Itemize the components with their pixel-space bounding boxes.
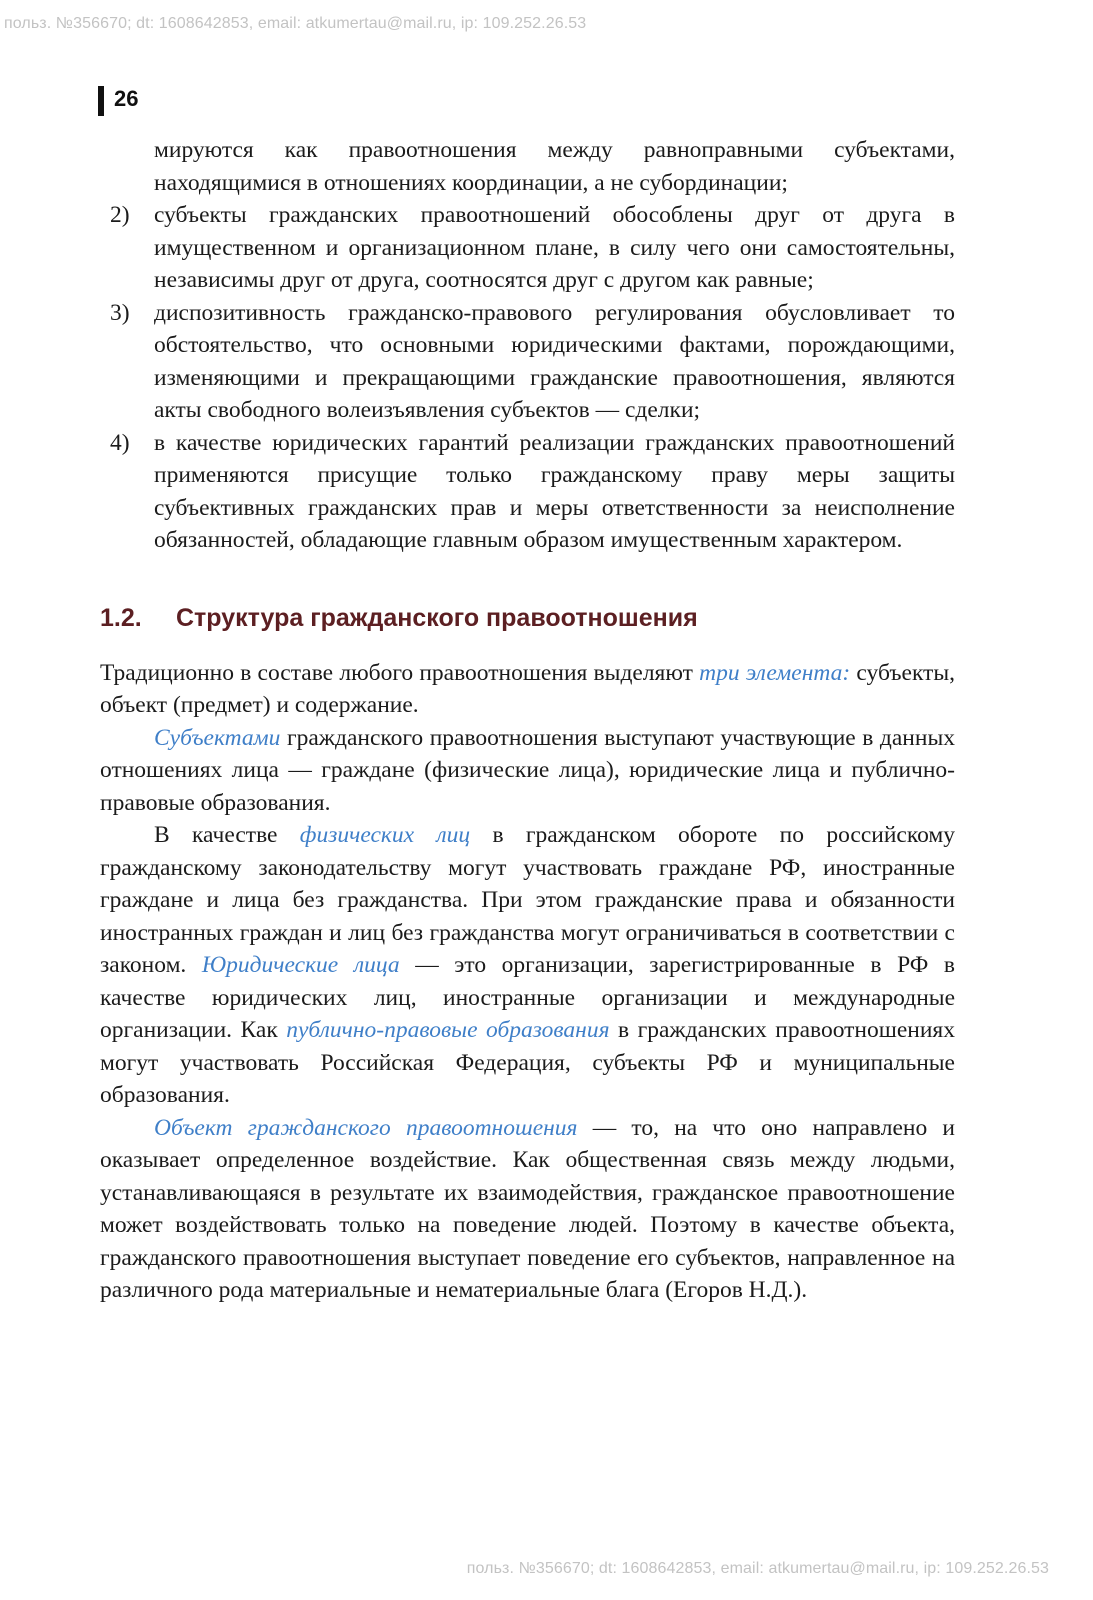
paragraph-elements xyxy=(100,657,955,722)
list-item xyxy=(100,199,955,297)
paragraph-text: Традиционно в составе любого правоотношения выделяют xyxy=(100,659,700,686)
watermark-top: польз. №356670; dt: 1608642853, email: atkumertau@mail.ru, ip: 109.252.26.53 xyxy=(4,15,587,32)
paragraph-text: — то, на что оно направлено и оказывает определенное воздействие. Как общественная связь между людьми, устанавливающаяся в результате их взаимодействия, гражданское правоотношение может воздействовать только на поведение людей. Поэтому в качестве объекта, гражданского правоотношения выступает поведение его субъектов, направленное на различного рода материальные и нематериальные блага (Егоров Н.Д.). xyxy=(100,1114,955,1303)
term-link: Юридические лица xyxy=(201,952,400,978)
page-number-bar xyxy=(98,86,104,116)
paragraph-text: гражданского правоотношения выступают участвующие в данных отношениях лица — граждане (физические лица), юридические лица и публично-правовые образования. xyxy=(100,724,955,816)
paragraph-text: в гражданских правоотношениях могут участвовать Российская Федерация, субъекты РФ и муниципальные образования. xyxy=(100,1017,955,1108)
page-number: 26 xyxy=(114,86,139,111)
section-title: Структура гражданского правоотношения xyxy=(176,603,698,632)
list-item-number: 4) xyxy=(110,429,130,456)
term-link: Объект гражданского правоотношения xyxy=(154,1114,578,1141)
list-item-continuation: мируются как правоотношения между равноправными субъектами, находящимися в отношениях координации, а не субординации; xyxy=(154,137,955,196)
list-item-number: 2) xyxy=(110,202,130,228)
paragraph-text: В качестве xyxy=(154,822,300,848)
list-item xyxy=(100,427,955,557)
paragraph-subjects xyxy=(100,722,955,820)
list-item-text: субъекты гражданских правоотношений обособлены друг от друга в имущественном и организационном плане, в силу чего они самостоятельны, независимы друг от друга, соотносятся друг с другом как равные; xyxy=(154,202,955,293)
section-heading xyxy=(100,601,955,635)
paragraph-text: — это организации, зарегистрированные в РФ в качестве юридических лиц, иностранные организации и международные организации. Как xyxy=(100,952,955,1043)
paragraph-text: в гражданском обороте по российскому гражданскому законодательству могут участвовать граждане РФ, иностранные граждане и лица без гражданства. При этом гражданские права и обязанности иностранных граждан и лиц без гражданства могут ограничиваться в соответствии с законом. xyxy=(100,822,955,978)
term-link: физических лиц xyxy=(299,822,471,848)
list-item-number: 3) xyxy=(110,299,130,326)
paragraph-persons xyxy=(100,819,955,1112)
paragraph-object xyxy=(100,1112,955,1307)
term-link: три элемента: xyxy=(699,659,851,686)
section-number: 1.2. xyxy=(100,603,142,632)
list-item xyxy=(100,297,955,427)
watermark-bottom: польз. №356670; dt: 1608642853, email: atkumertau@mail.ru, ip: 109.252.26.53 xyxy=(466,1560,1049,1577)
term-link: Субъектами xyxy=(154,724,281,751)
list-item-text: диспозитивность гражданско-правового регулирования обусловливает то обстоятельство, что основными юридическими фактами, порождающими, изменяющими и прекращающими гражданские правоотношения, являются акты свободного волеизъявления субъектов — сделки; xyxy=(154,299,955,423)
list-item-text: в качестве юридических гарантий реализации гражданских правоотношений применяются присущие только гражданскому праву меры защиты субъективных гражданских прав и меры ответственности за неисполнение обязанностей, обладающие главным образом имущественным характером. xyxy=(154,429,955,553)
term-link: публично-правовые образования xyxy=(286,1017,610,1043)
page-content xyxy=(100,134,955,1307)
paragraph-text: субъекты, объект (предмет) и содержание. xyxy=(100,659,955,718)
